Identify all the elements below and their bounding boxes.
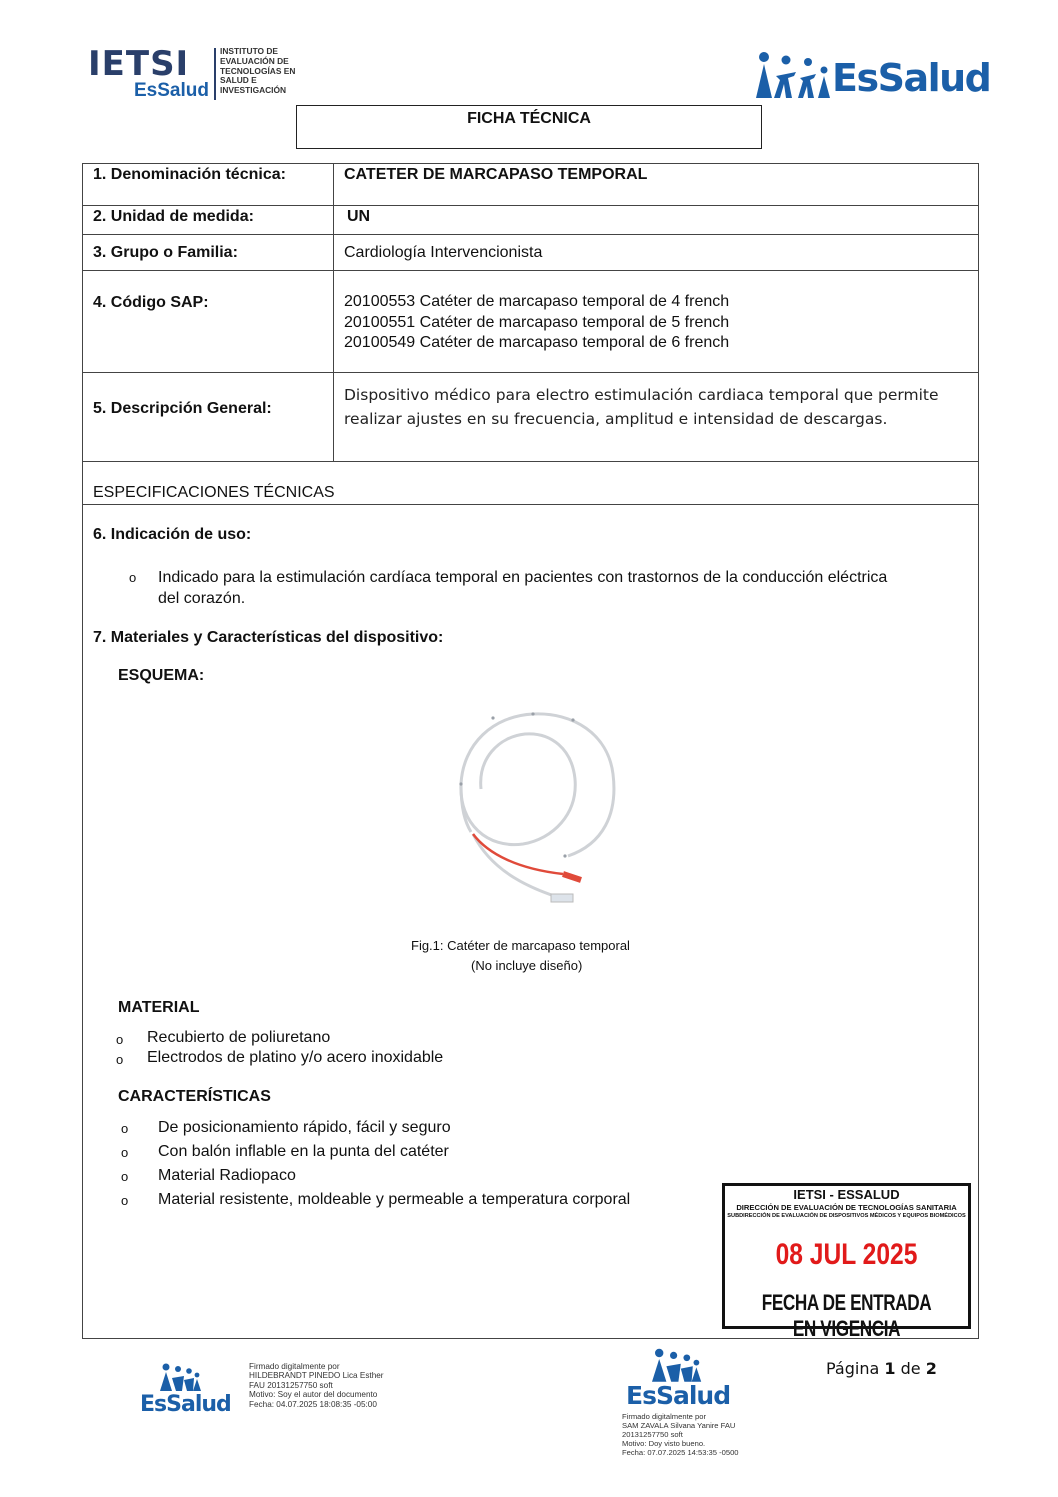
- stamp-date: 08 JUL 2025: [775, 1238, 918, 1271]
- table-row-value: Cardiología Intervencionista: [344, 244, 543, 261]
- page-number: [826, 1359, 937, 1378]
- document-frame: [82, 163, 979, 1339]
- bullet-marker: o: [121, 1169, 129, 1184]
- materiales-heading: 7. Materiales y Características del dispositivo:: [93, 629, 444, 646]
- page-current: 1: [884, 1359, 896, 1378]
- material-heading: MATERIAL: [118, 999, 200, 1016]
- esquema-heading: ESQUEMA:: [118, 667, 205, 684]
- bullet-marker: o: [116, 1032, 124, 1047]
- ficha-title-box: [296, 105, 762, 149]
- ietsi-logo: [88, 44, 308, 104]
- page-label: Página: [826, 1359, 880, 1378]
- signature-line: SAM ZAVALA Silvana Yanire FAU: [622, 1421, 736, 1430]
- stamp-footer: FECHA DE ENTRADA EN VIGENCIA: [761, 1290, 932, 1341]
- table-row-label: 4. Código SAP:: [93, 294, 209, 311]
- page-total: 2: [925, 1359, 937, 1378]
- page-of: de: [900, 1359, 921, 1378]
- ietsi-logo-sub: EsSalud: [134, 80, 209, 101]
- ietsi-logo-divider: [214, 48, 216, 100]
- footer-logo-text: EsSalud: [626, 1381, 731, 1410]
- catheter-connector: [551, 894, 573, 902]
- caracteristica-item: Material resistente, moldeable y permeable a temperatura corporal: [158, 1191, 631, 1208]
- description-line: Dispositivo médico para electro estimulación cardiaca temporal que permite: [344, 386, 939, 404]
- table-divider: [83, 205, 978, 206]
- table-divider: [83, 270, 978, 271]
- page-title: FICHA TÉCNICA: [467, 110, 591, 127]
- table-row-label: 2. Unidad de medida:: [93, 208, 254, 225]
- signature-left: [249, 1362, 384, 1409]
- ietsi-logo-text: IETSI: [88, 44, 190, 84]
- catheter-image: [433, 704, 633, 924]
- table-divider: [83, 504, 978, 505]
- signature-line: Motivo: Doy visto bueno.: [622, 1439, 706, 1448]
- bullet-marker: o: [121, 1193, 129, 1208]
- signature-line: FAU 20131257750 soft: [249, 1380, 333, 1390]
- bullet-marker: o: [129, 570, 137, 585]
- figure-caption: Fig.1: Catéter de marcapaso temporal: [411, 938, 630, 953]
- footer-logo-right: [626, 1347, 736, 1411]
- description-line: realizar ajustes en su frecuencia, amplitud e intensidad de descargas.: [344, 410, 888, 428]
- indicacion-heading: 6. Indicación de uso:: [93, 526, 252, 543]
- ietsi-institute-name: INSTITUTO DE EVALUACIÓN DE TECNOLOGÍAS EN SALUD E INVESTIGACIÓN: [220, 46, 296, 96]
- caracteristica-item: Material Radiopaco: [158, 1167, 296, 1184]
- caracteristica-item: Con balón inflable en la punta del catéter: [158, 1143, 449, 1160]
- stamp-subdirection: SUBDIRECCIÓN DE EVALUACIÓN DE DISPOSITIVOS MÉDICOS Y EQUIPOS BIOMÉDICOS: [727, 1213, 966, 1219]
- signature-line: Motivo: Soy el autor del documento: [249, 1390, 378, 1400]
- essalud-logo: [752, 48, 991, 108]
- validity-stamp: [722, 1183, 971, 1341]
- caracteristica-item: De posicionamiento rápido, fácil y seguro: [158, 1119, 451, 1136]
- table-row-label: 1. Denominación técnica:: [93, 166, 286, 183]
- material-item: Electrodos de platino y/o acero inoxidable: [147, 1049, 444, 1066]
- specs-heading: ESPECIFICACIONES TÉCNICAS: [93, 484, 335, 501]
- signature-line: Firmado digitalmente por: [622, 1412, 706, 1421]
- footer-logo-text: EsSalud: [140, 1392, 231, 1417]
- caracteristicas-heading: CARACTERÍSTICAS: [118, 1088, 271, 1105]
- signature-right: [622, 1412, 739, 1457]
- sap-code-line: 20100553 Catéter de marcapaso temporal de 4 french: [344, 293, 730, 310]
- table-row-label: 3. Grupo o Familia:: [93, 244, 238, 261]
- table-row-label: 5. Descripción General:: [93, 400, 272, 417]
- bullet-marker: o: [121, 1121, 129, 1136]
- signature-line: Fecha: 07.07.2025 14:53:35 -0500: [622, 1448, 739, 1457]
- essalud-logo-text: EsSalud: [832, 56, 991, 100]
- signature-line: 20131257750 soft: [622, 1430, 683, 1439]
- family-icon: [158, 1362, 202, 1392]
- family-icon: [648, 1347, 704, 1383]
- signature-line: HILDEBRANDT PINEDO Lica Esther: [249, 1371, 384, 1381]
- table-divider: [83, 461, 978, 462]
- signature-line: Fecha: 04.07.2025 18:08:35 -05:00: [249, 1399, 377, 1409]
- stamp-direction: DIRECCIÓN DE EVALUACIÓN DE TECNOLOGÍAS SANITARIA: [736, 1203, 957, 1212]
- sap-code-line: 20100551 Catéter de marcapaso temporal de 5 french: [344, 314, 730, 331]
- signature-line: Firmado digitalmente por: [249, 1362, 340, 1371]
- bullet-marker: o: [121, 1145, 129, 1160]
- material-item: Recubierto de poliuretano: [147, 1029, 331, 1046]
- table-column-divider: [333, 164, 334, 461]
- family-icon: [752, 50, 832, 100]
- indicacion-text: Indicado para la estimulación cardíaca temporal en pacientes con trastornos de la conducción eléctrica: [158, 569, 888, 586]
- stamp-org: IETSI - ESSALUD: [793, 1187, 900, 1202]
- indicacion-text: del corazón.: [158, 590, 246, 607]
- figure-note: (No incluye diseño): [471, 958, 583, 973]
- sap-code-line: 20100549 Catéter de marcapaso temporal de 6 french: [344, 334, 730, 351]
- table-divider: [83, 372, 978, 373]
- table-divider: [83, 234, 978, 235]
- bullet-marker: o: [116, 1052, 124, 1067]
- footer-logo-left: [140, 1362, 230, 1422]
- table-row-value: UN: [347, 208, 371, 225]
- table-row-value: CATETER DE MARCAPASO TEMPORAL: [344, 166, 648, 183]
